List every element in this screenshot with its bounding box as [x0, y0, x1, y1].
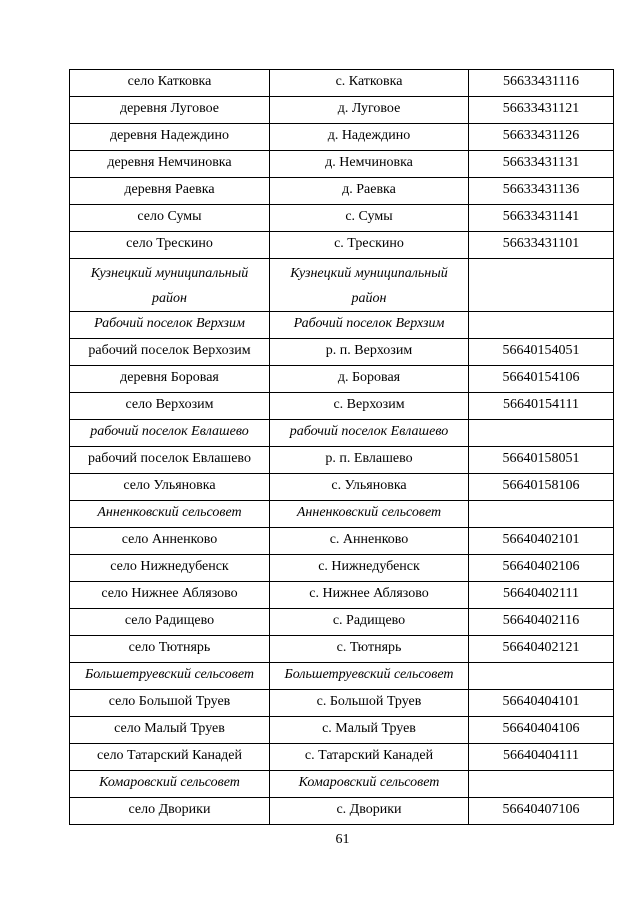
full-name-cell: село Ульяновка — [70, 474, 270, 501]
section-header-row — [70, 420, 614, 447]
code-cell — [469, 771, 614, 798]
full-name-cell: деревня Надеждино — [70, 124, 270, 151]
short-name-cell: рабочий поселок Евлашево — [270, 420, 469, 447]
code-cell — [469, 259, 614, 312]
short-name-cell: с. Дворики — [270, 798, 469, 825]
full-name-cell: Комаровский сельсовет — [70, 771, 270, 798]
full-name-cell: село Катковка — [70, 70, 270, 97]
full-name-cell: рабочий поселок Евлашево — [70, 447, 270, 474]
code-cell — [469, 420, 614, 447]
code-cell: 56640402121 — [469, 636, 614, 663]
code-cell: 56633431141 — [469, 205, 614, 232]
short-name-cell: Рабочий поселок Верхзим — [270, 312, 469, 339]
section-header-row — [70, 663, 614, 690]
short-name-cell: с. Радищево — [270, 609, 469, 636]
short-name-cell: д. Луговое — [270, 97, 469, 124]
table-row — [70, 447, 614, 474]
short-name-cell: с. Татарский Канадей — [270, 744, 469, 771]
table-row — [70, 205, 614, 232]
table-row — [70, 151, 614, 178]
short-name-cell: с. Трескино — [270, 232, 469, 259]
short-name-cell: с. Ульяновка — [270, 474, 469, 501]
section-header-row — [70, 312, 614, 339]
short-name-cell: р. п. Евлашево — [270, 447, 469, 474]
section-header-row — [70, 771, 614, 798]
full-name-cell: село Верхозим — [70, 393, 270, 420]
table-row — [70, 798, 614, 825]
table-row — [70, 609, 614, 636]
full-name-cell: село Малый Труев — [70, 717, 270, 744]
code-cell: 56640402116 — [469, 609, 614, 636]
full-name-cell: деревня Боровая — [70, 366, 270, 393]
short-name-cell: д. Немчиновка — [270, 151, 469, 178]
table-row — [70, 70, 614, 97]
code-cell: 56633431131 — [469, 151, 614, 178]
code-cell — [469, 501, 614, 528]
table-row — [70, 555, 614, 582]
short-name-cell: с. Тютнярь — [270, 636, 469, 663]
full-name-cell: село Нижнедубенск — [70, 555, 270, 582]
code-cell: 56640154106 — [469, 366, 614, 393]
code-cell — [469, 312, 614, 339]
code-cell: 56633431126 — [469, 124, 614, 151]
full-name-cell: рабочий поселок Верхозим — [70, 339, 270, 366]
table-row — [70, 232, 614, 259]
code-cell: 56640402101 — [469, 528, 614, 555]
table-row — [70, 366, 614, 393]
table-row — [70, 717, 614, 744]
table-row — [70, 528, 614, 555]
full-name-cell: село Большой Труев — [70, 690, 270, 717]
code-cell: 56640154111 — [469, 393, 614, 420]
full-name-cell: село Тютнярь — [70, 636, 270, 663]
table-row — [70, 744, 614, 771]
short-name-cell: с. Большой Труев — [270, 690, 469, 717]
full-name-cell: деревня Немчиновка — [70, 151, 270, 178]
table-row — [70, 474, 614, 501]
short-name-cell: с. Верхозим — [270, 393, 469, 420]
full-name-cell: Большетруевский сельсовет — [70, 663, 270, 690]
short-name-cell: Кузнецкий муниципальный район — [270, 259, 469, 312]
code-cell: 56640404106 — [469, 717, 614, 744]
short-name-cell: Анненковский сельсовет — [270, 501, 469, 528]
short-name-cell: д. Раевка — [270, 178, 469, 205]
code-cell: 56640404111 — [469, 744, 614, 771]
code-cell: 56640402106 — [469, 555, 614, 582]
settlements-table — [69, 69, 614, 825]
full-name-cell: деревня Раевка — [70, 178, 270, 205]
short-name-cell: с. Нижнедубенск — [270, 555, 469, 582]
table-row — [70, 124, 614, 151]
code-cell: 56640158051 — [469, 447, 614, 474]
short-name-cell: Комаровский сельсовет — [270, 771, 469, 798]
short-name-cell: с. Малый Труев — [270, 717, 469, 744]
table-row — [70, 636, 614, 663]
section-header-row — [70, 259, 614, 312]
short-name-cell: с. Катковка — [270, 70, 469, 97]
code-cell: 56633431116 — [469, 70, 614, 97]
code-cell: 56640402111 — [469, 582, 614, 609]
table-row — [70, 690, 614, 717]
table-row — [70, 178, 614, 205]
full-name-cell: деревня Луговое — [70, 97, 270, 124]
code-cell: 56640407106 — [469, 798, 614, 825]
page-number: 61 — [335, 832, 350, 847]
table-row — [70, 582, 614, 609]
short-name-cell: Большетруевский сельсовет — [270, 663, 469, 690]
full-name-cell: село Трескино — [70, 232, 270, 259]
code-cell: 56640158106 — [469, 474, 614, 501]
full-name-cell: Рабочий поселок Верхзим — [70, 312, 270, 339]
short-name-cell: д. Боровая — [270, 366, 469, 393]
short-name-cell: с. Нижнее Аблязово — [270, 582, 469, 609]
full-name-cell: село Нижнее Аблязово — [70, 582, 270, 609]
full-name-cell: рабочий поселок Евлашево — [70, 420, 270, 447]
short-name-cell: д. Надеждино — [270, 124, 469, 151]
table-row — [70, 393, 614, 420]
settlements-table-body — [70, 70, 614, 825]
table-row — [70, 97, 614, 124]
full-name-cell: Кузнецкий муниципальный район — [70, 259, 270, 312]
full-name-cell: Анненковский сельсовет — [70, 501, 270, 528]
short-name-cell: р. п. Верхозим — [270, 339, 469, 366]
full-name-cell: село Сумы — [70, 205, 270, 232]
code-cell: 56633431101 — [469, 232, 614, 259]
code-cell: 56633431121 — [469, 97, 614, 124]
code-cell: 56640154051 — [469, 339, 614, 366]
code-cell: 56633431136 — [469, 178, 614, 205]
code-cell: 56640404101 — [469, 690, 614, 717]
short-name-cell: с. Сумы — [270, 205, 469, 232]
code-cell — [469, 663, 614, 690]
section-header-row — [70, 501, 614, 528]
full-name-cell: село Радищево — [70, 609, 270, 636]
table-row — [70, 339, 614, 366]
full-name-cell: село Анненково — [70, 528, 270, 555]
full-name-cell: село Дворики — [70, 798, 270, 825]
full-name-cell: село Татарский Канадей — [70, 744, 270, 771]
short-name-cell: с. Анненково — [270, 528, 469, 555]
